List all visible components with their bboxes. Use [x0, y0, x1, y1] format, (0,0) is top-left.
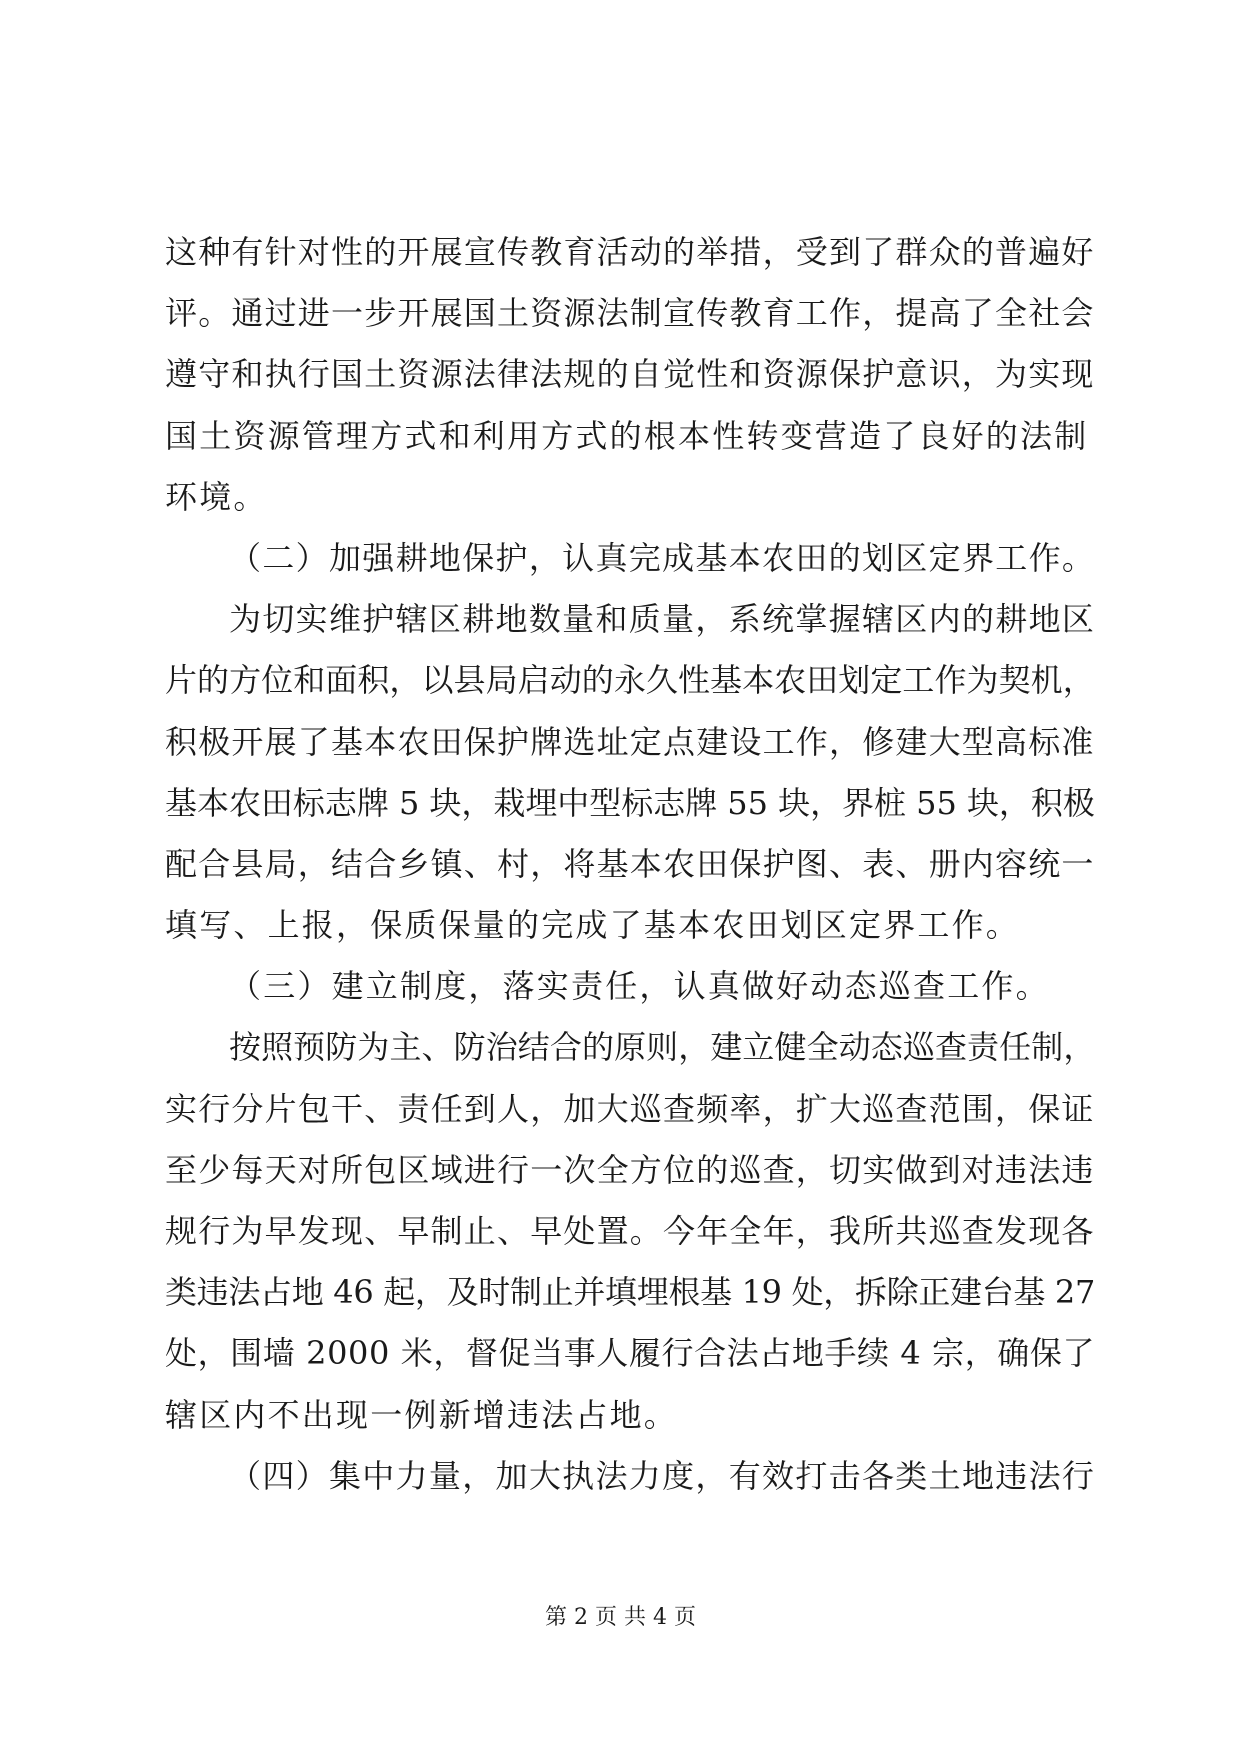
text-line: 配合县局，结合乡镇、村，将基本农田保护图、表、册内容统一 — [165, 844, 1095, 883]
text-line: 实行分片包干、责任到人，加大巡查频率，扩大巡查范围，保证 — [165, 1089, 1095, 1128]
text-line: 这种有针对性的开展宣传教育活动的举措，受到了群众的普遍好 — [165, 233, 1095, 271]
text-line: 片的方位和面积，以县局启动的永久性基本农田划定工作为契机， — [165, 661, 1095, 700]
text-line: 环境。 — [165, 477, 268, 516]
text-line: 评。通过进一步开展国土资源法制宣传教育工作，提高了全社会 — [165, 294, 1095, 333]
page-footer: 第 2 页 共 4 页 — [545, 1605, 696, 1630]
section-heading: （四）集中力量，加大执法力度，有效打击各类土地违法行 — [229, 1456, 1096, 1495]
text-line: 国土资源管理方式和利用方式的根本性转变营造了良好的法制 — [165, 416, 1089, 455]
text-line: 处，围墙 2000 米，督促当事人履行合法占地手续 4 宗，确保了 — [165, 1334, 1096, 1373]
text-line: 辖区内不出现一例新增违法占地。 — [165, 1395, 679, 1434]
text-line: 按照预防为主、防治结合的原则，建立健全动态巡查责任制， — [229, 1028, 1096, 1067]
text-line: 基本农田标志牌 5 块，栽埋中型标志牌 55 块，界桩 55 块，积极 — [165, 783, 1095, 822]
text-line: 至少每天对所包区域进行一次全方位的巡查，切实做到对违法违 — [165, 1150, 1095, 1189]
text-line: 填写、上报，保质保量的完成了基本农田划区定界工作。 — [165, 906, 1021, 945]
text-line: 规行为早发现、早制止、早处置。今年全年，我所共巡查发现各 — [165, 1212, 1095, 1250]
section-heading: （三）建立制度，落实责任，认真做好动态巡查工作。 — [229, 967, 1050, 1006]
text-line: 遵守和执行国土资源法律法规的自觉性和资源保护意识，为实现 — [165, 355, 1095, 394]
text-line: 为切实维护辖区耕地数量和质量，系统掌握辖区内的耕地区 — [229, 600, 1096, 639]
section-heading: （二）加强耕地保护，认真完成基本农田的划区定界工作。 — [229, 538, 1096, 577]
text-line: 类违法占地 46 起，及时制止并填埋根基 19 处，拆除正建台基 27 — [165, 1273, 1096, 1312]
text-line: 积极开展了基本农田保护牌选址定点建设工作，修建大型高标准 — [165, 722, 1095, 761]
document-body — [165, 222, 1095, 1507]
